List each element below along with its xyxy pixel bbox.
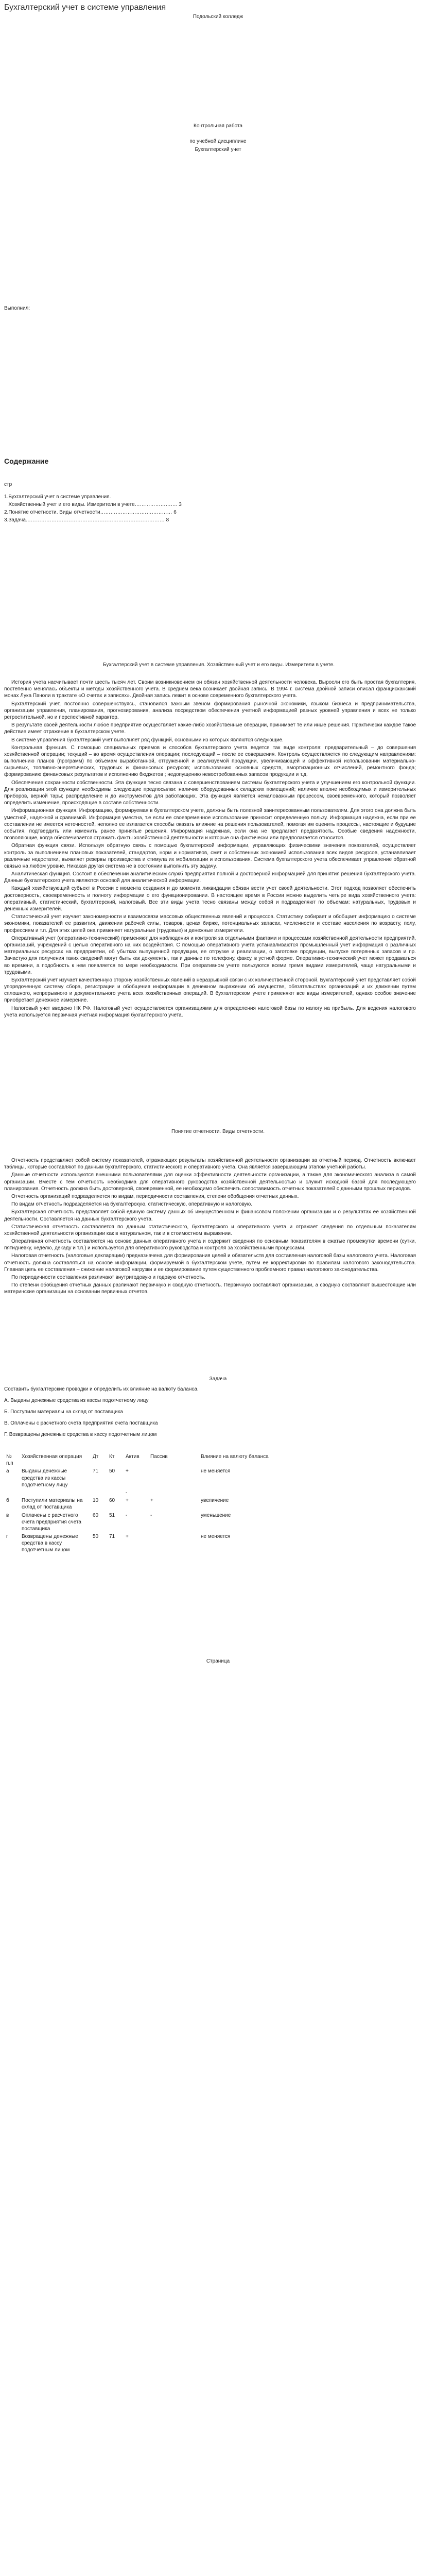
- paragraph: Налоговый учет введено НК РФ. Налоговый учет осуществляется организациями для определения налоговой базы по налогу на прибыль. Для ведения налогового учета используется первичная учетная информация бухгалтерского учета.: [4, 1005, 416, 1018]
- discipline-name: Бухгалтерский учет: [195, 147, 241, 152]
- performed-label: Выполнил:: [4, 306, 30, 311]
- cell: уменьшение: [201, 1512, 231, 1518]
- cell: Выданы денежные средства из кассы подотчетному лицу: [22, 1468, 68, 1488]
- table-row: [4, 1497, 285, 1511]
- cell: [199, 1489, 285, 1497]
- cell: +: [126, 1468, 129, 1475]
- paragraph: Оперативный учет (оперативно-технический) применяют для наблюдения и контроля за отдельными фактами и процессами хозяйственной деятельности предприятий, организаций, учреждений с целью оперативного на них воздействия. С помощью оперативного учета устанавливаются промышленный учет информация о различных материальных ресурсах на предприятии, об убытках выпущенной продукции, ее отгрузке и реализации, о заготовке продукции, выпуске потерянных запасов и пр. Зачастую для получения таких сведений могут быть как документы, так и данные по телефону, факсу, в устной форме. Оперативно-технический учет может продаваться во времени, а подобность к нем появляется по мере необходимости. При оперативном учете пользуются всеми тремя видами измерителей, чаще натуральными и трудовыми.: [4, 935, 416, 975]
- header-cell: Хозяйственная операция: [22, 1454, 82, 1460]
- toc-item: 1.Бухгалтерский учет в системе управления.: [4, 494, 111, 500]
- task-heading: Задача: [209, 1376, 227, 1382]
- cell: увеличение: [201, 1498, 229, 1504]
- cell: [4, 1489, 20, 1497]
- cell: 60: [109, 1498, 115, 1504]
- toc-heading: Содержание: [4, 457, 49, 465]
- header-cell: Пассив: [150, 1454, 168, 1460]
- section1-body: [4, 679, 416, 1020]
- paragraph: Каждый хозяйствующий субъект в России с момента создания и до момента ликвидации обязан вести учет своей деятельности. Этот подход позволяет обеспечить достоверность, своевременность и полноту информации о его функционировании. В настоящее время в России можно выделить четыре вида хозяйственного учета: оперативный, статистический, бухгалтерский, налоговый. Все эти виды учета тесно связаны между собой и подразделяют по объемам: натуральных, трудовых и денежных измерителей.: [4, 886, 416, 912]
- cell: [148, 1467, 199, 1489]
- task-option: А. Выданы денежные средства из кассы подотчетному лицу: [4, 1398, 149, 1403]
- cell: г: [6, 1534, 8, 1540]
- section2-heading: Понятие отчетности. Виды отчетности.: [171, 1129, 265, 1134]
- cell: Поступили материалы на склад от поставщика: [22, 1498, 83, 1511]
- task-option: В. Оплачены с расчетного счета предприятия счета поставщика: [4, 1420, 158, 1426]
- cell: +: [126, 1498, 129, 1504]
- table-row: [4, 1467, 285, 1489]
- paragraph: Контрольная функция. С помощью специальных приемов и способов бухгалтерского учета ведется так виде контроля: предварительный – до совершения хозяйственной операции; текущий – во время осуществления операции; последующий – после ее совершения. Контроль осуществляется по следующим направлениям: выполнению планов (программ) по объемам выработанной, отгруженной и реализуемой продукции, увеличивающей и эффективной использовании материально-сырьевых, топливно-энергетических, трудовых и финансовых ресурсов; использованию основных средств, амортизационных отчислений, ремонтного фонда; формированию финансовых результатов и исполнению бюджетов ; недопущению невостребованных запасов продукции и т.д.: [4, 744, 416, 778]
- paragraph: Бухгалтерский учет изучает качественную сторону хозяйственных явлений в неразрывной связи с их количественной стороной. Бухгалтерский учет представляет собой упорядоченную систему сбора, регистрации и обобщения информации в денежном выражении об имуществе, обязательствах организаций и их движении путем сплошного, непрерывного и документального учета всех хозяйственных операций. В бухгалтерском учете применяют все виды измерителей, однако особое значение приобретает денежное измерение.: [4, 977, 416, 1004]
- paragraph: По периодичности составления различают внутригодовую и годовую отчетность.: [11, 1275, 206, 1280]
- task-prompt: Составить бухгалтерские проводки и определить их влияние на валюту баланса.: [4, 1386, 199, 1392]
- page-footer-label: Страница: [206, 1658, 230, 1664]
- table-header-row: [4, 1453, 285, 1467]
- cell: [148, 1533, 199, 1554]
- paragraph: По видам отчетность подразделяется на бухгалтерскую, статистическую, оперативную и налоговую.: [11, 1201, 253, 1208]
- table-row: [4, 1533, 285, 1554]
- cell: б: [6, 1498, 9, 1504]
- discipline-label: по учебной дисциплине: [189, 139, 247, 144]
- cell: 71: [109, 1534, 115, 1540]
- document-title: Бухгалтерский учет в системе управления: [4, 3, 166, 12]
- paragraph: История учета насчитывает почти шесть тысяч лет. Своим возникновением он обязан хозяйственной деятельности человека. Выросли его быть простая бухгалтерия, постепенно менялась объекты и методы хозяйственного учета. В среднем века возникает двойная запись. В 1994 г. система двойной записи описал францисканский монах Лука Пачоли в трактате «О счетах и записях». Двойная запись лежит в основе современного бухгалтерского учета.: [4, 680, 416, 699]
- cell: а: [6, 1468, 9, 1475]
- cell: не меняется: [201, 1534, 231, 1540]
- paragraph: В результате своей деятельности любое предприятие осуществляет какие-либо хозяйственные операции, принимает те или иные решения. Практически каждое такое действие имеет отражение в бухгалтерском учете.: [4, 722, 416, 735]
- toc-item: 3.Задача……………………………………………………………………… 8: [4, 517, 169, 523]
- header-cell: Кт: [109, 1454, 115, 1460]
- cell: 50: [109, 1468, 115, 1475]
- toc-item: Хозяйственный учет и его виды. Измерители в учете……………………. 3: [4, 502, 182, 507]
- paragraph: Статистическая отчетность составляется по данным статистического, бухгалтерского и оперативного учета и отражает сведения по отдельным показателям хозяйственной деятельности организации как в натуральном, так и в стоимостном выражении.: [4, 1224, 416, 1236]
- paragraph: Обратная функция связи. Используя обратную связь с помощью бухгалтерской информации, управляющих физическими значения показателей, осуществляет контроль за выполнением плановых показателей, стандартов, норм и нормативов, смет и собственник экономией использования всех видов ресурсов, устанавливает различные недостатки, выявляет резервы производства и стимула их мобилизации и использования. Система бухгалтерского учета обеспечивает управление обратной связью на любом уровне. Никакая другая система не в состоянии выполнить эту задачу.: [4, 843, 416, 869]
- cell: [148, 1489, 199, 1497]
- cell: 51: [109, 1512, 115, 1518]
- table-row: [4, 1489, 285, 1497]
- header-cell: № п.п: [6, 1454, 13, 1467]
- cell: 50: [93, 1534, 99, 1540]
- paragraph: В системе управления бухгалтерский учет выполняет ряд функций, основными из которых являются следующие.: [11, 737, 284, 743]
- task-option: Г. Возвращены денежные средства в кассу подотчетным лицом: [4, 1432, 157, 1437]
- cell: 71: [93, 1468, 99, 1475]
- cell: [20, 1489, 91, 1497]
- cell: -: [150, 1512, 152, 1518]
- paragraph: Статистический учет изучает закономерности и взаимосвязи массовых общественных явлений и процессов. Статистику собирает и обобщает информацию о системе экономики, показателей ее развития, движении рабочей силы, товаров, ценах бирже, потенциальных запасах, численности и составе населения по возрасту, полу, профессиям и т.п. Для этих целей она применяет натуральные (трудовые) и денежные измерители.: [4, 914, 416, 934]
- paragraph: По степени обобщения отчетных данных различают первичную и сводную отчетность. Первичную составляют организации, а сводную составляют вышестоящие или материнские организации на основании первичных отчетов.: [4, 1282, 416, 1295]
- paragraph: Отчетность представляет собой систему показателей, отражающих результаты хозяйственной деятельности организации за отчетный период. Отчетность включает таблицы, которые составляют по данным бухгалтерского, статистического и оперативного учета. Она является завершающим этапом учетной работы.: [4, 1158, 416, 1171]
- cell: не меняется: [201, 1468, 231, 1475]
- toc-item: 2.Понятие отчетности. Виды отчетности…………………………………… 6: [4, 510, 177, 515]
- operations-table: [4, 1453, 285, 1554]
- paragraph: Бухгалтерский учет, постоянно совершенствуясь, становился важным звеном формирования рыночной экономики, языком бизнеса и предпринимательства, организации управления, планирования, прогнозирования, анализа посредством обеспечения учетной информацией разных уровней управления и всех не только регростительной, но и перспективной характер.: [4, 701, 416, 720]
- cell: [91, 1489, 107, 1497]
- header-cell: Дт: [93, 1454, 99, 1460]
- cell: -: [126, 1512, 128, 1518]
- cell: [107, 1489, 124, 1497]
- cell: +: [150, 1498, 153, 1504]
- work-type: Контрольная работа: [194, 123, 242, 129]
- paragraph: Обеспечение сохранности собственности. Эта функция тесно связана с совершенствованием системы бухгалтерского учета и улучшением его контрольной функции. Для реализации этой функции необходимы следующие предпосылки: наличие оборудованных складских помещений; наличие вполне необходимых и измерительных приборов, верной тары; распределение и до инструментов для работающих. Эта функция является немаловажным процессом, своевременного, который позволяет определить изменение, происходящие в составе собственности.: [4, 779, 416, 806]
- paragraph: Отчетность организаций подразделяется по видам, периодичности составления, степени обобщения отчетных данных.: [11, 1193, 299, 1199]
- cell: 10: [93, 1498, 99, 1504]
- task-option: Б. Поступили материалы на склад от поставщика: [4, 1409, 123, 1415]
- paragraph: Данные отчетности используются внешними пользователями для оценки эффективности деятельности организации, а также для экономического анализа в самой организации. Вместе с тем отчетность необходима для оперативного руководства хозяйственной деятельностью и служит исходной базой для последующего планирования. Отчетность должна быть достоверной, своевременной, ее необходимо обеспечить сопоставимость отчетных показателей с данными прошлых периодов.: [4, 1172, 416, 1192]
- paragraph: Аналитическая функция. Состоит в обеспечении аналитическим служб предприятия полной и достоверной информацией для принятия решения бухгалтерского учета. Данные бухгалтерского учета являются основой для аналитической информации.: [4, 871, 416, 884]
- cell: +: [126, 1534, 129, 1540]
- header-cell: Актив: [126, 1454, 139, 1460]
- cell: Оплачены с расчетного счета предприятия счета поставщика: [22, 1512, 81, 1532]
- cell: в: [6, 1512, 9, 1518]
- paragraph: Бухгалтерская отчетность представляет собой единую систему данных об имущественном и финансовом положении организации и о результатах ее хозяйственной деятельности. Составляется на данных бухгалтерского учета.: [4, 1209, 416, 1222]
- section2-body: [4, 1157, 416, 1297]
- cell: 60: [93, 1512, 99, 1518]
- cell: -: [126, 1489, 128, 1496]
- paragraph: Налоговая отчетность (налоговые декларации) предназначена для формирования целей и обязательств для составления налоговой базы налогового учета. Налоговая отчетность должна составляться на основе информации, формируемой в бухгалтерском учете, путем ее корректировки по правилам налогового законодательства. Главная цель ее составления – снижение налоговой нагрузки и ее формирование путем существенного проблемного правил налогового законодательства.: [4, 1253, 416, 1273]
- table-row: [4, 1512, 285, 1533]
- paragraph: Информационная функция. Информацию, формируемая в бухгалтерском учете, должны быть полезной заинтересованным пользователям. Для этого она должна быть уместной, надежной и сравнимой. Информация уместна, т.е если ее своевременное использование приносит определенную пользу. Информация надежна, если при ее составлении не имеется неточностей, неполно ее излагается способы оказать влияние на решения пользователей, помогая им оценить процессы, настоящие и будущие события, подтвердить или изменить ранее принятые решения. Информация надежная, если она не предлагает предвзятость. Особые сведения надежности, позволяющие, когда обеспечивается отражать факты хозяйственной деятельности и которые она фактически или предполагается относится.: [4, 808, 416, 841]
- cell: Возвращены денежные средства в кассу подотчетным лицом: [22, 1534, 78, 1553]
- toc-page-abbr: стр: [4, 482, 12, 487]
- college-name: Подольский колледж: [193, 14, 243, 20]
- header-cell: Влияние на валюту баланса: [201, 1454, 269, 1460]
- section1-heading: Бухгалтерский учет в системе управления. Хозяйственный учет и его виды. Измерители в учете.: [103, 662, 335, 668]
- paragraph: Оперативная отчетность составляется на основе данных оперативного учета и содержит сведения по основным показателям в сжатые промежутки времени (сутки, пятидневку, неделю, декаду и т.п.) и используется для оперативного руководства и контроля за хозяйственными процессами.: [4, 1239, 416, 1251]
